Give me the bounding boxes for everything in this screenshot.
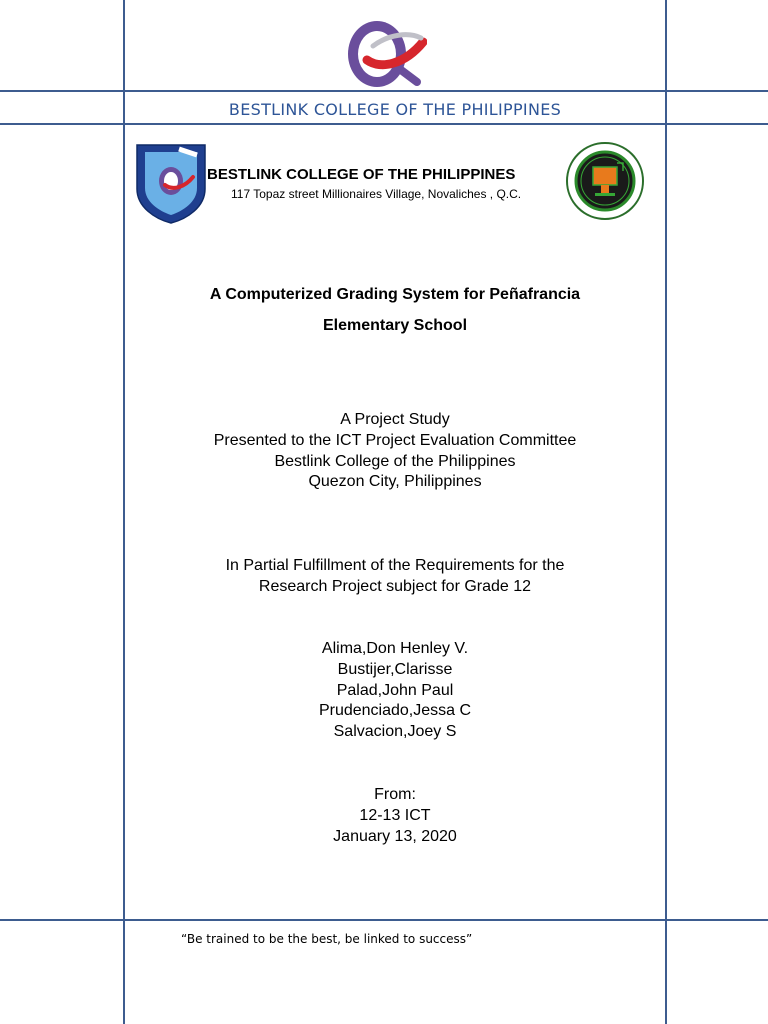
header-college-name: BESTLINK COLLEGE OF THE PHILIPPINES bbox=[228, 100, 562, 119]
fulfillment-line: In Partial Fulfillment of the Requirements for the bbox=[225, 557, 565, 574]
header-bottom-line bbox=[0, 123, 768, 125]
author-name: Alima,Don Henley V. bbox=[321, 640, 469, 657]
left-margin-line bbox=[123, 0, 125, 1024]
presentation-line: Quezon City, Philippines bbox=[308, 473, 482, 491]
presentation-line: A Project Study bbox=[340, 411, 450, 428]
institution-name: BESTLINK COLLEGE OF THE PHILIPPINES bbox=[207, 166, 516, 183]
footer-motto: “Be trained to be the best, be linked to success” bbox=[181, 932, 473, 946]
college-logo-icon bbox=[343, 16, 427, 90]
authors-list bbox=[124, 639, 666, 743]
fulfillment-line: Research Project subject for Grade 12 bbox=[258, 577, 532, 595]
college-seal-icon bbox=[135, 143, 207, 225]
ict-seal-icon bbox=[565, 141, 645, 221]
right-margin-line bbox=[665, 0, 667, 1024]
footer-top-line bbox=[0, 919, 768, 921]
document-title-line-1: A Computerized Grading System for Peñafrancia bbox=[209, 286, 581, 303]
fulfillment-block bbox=[124, 556, 666, 598]
from-block bbox=[124, 785, 666, 847]
from-section: 12-13 ICT bbox=[359, 806, 431, 824]
author-name: Prudenciado,Jessa C bbox=[318, 702, 472, 720]
author-name: Palad,John Paul bbox=[336, 681, 454, 699]
document-title-line-2: Elementary School bbox=[322, 317, 468, 334]
from-label: From: bbox=[374, 786, 416, 803]
presentation-line: Bestlink College of the Philippines bbox=[274, 452, 516, 470]
header-top-line bbox=[0, 90, 768, 92]
institution-address: 117 Topaz street Millionaires Village, Novaliches , Q.C. bbox=[231, 187, 522, 201]
from-date: January 13, 2020 bbox=[333, 827, 457, 845]
presentation-line: Presented to the ICT Project Evaluation Committee bbox=[213, 431, 577, 449]
presentation-block bbox=[124, 410, 666, 493]
author-name: Salvacion,Joey S bbox=[333, 723, 457, 741]
author-name: Bustijer,Clarisse bbox=[337, 660, 453, 678]
